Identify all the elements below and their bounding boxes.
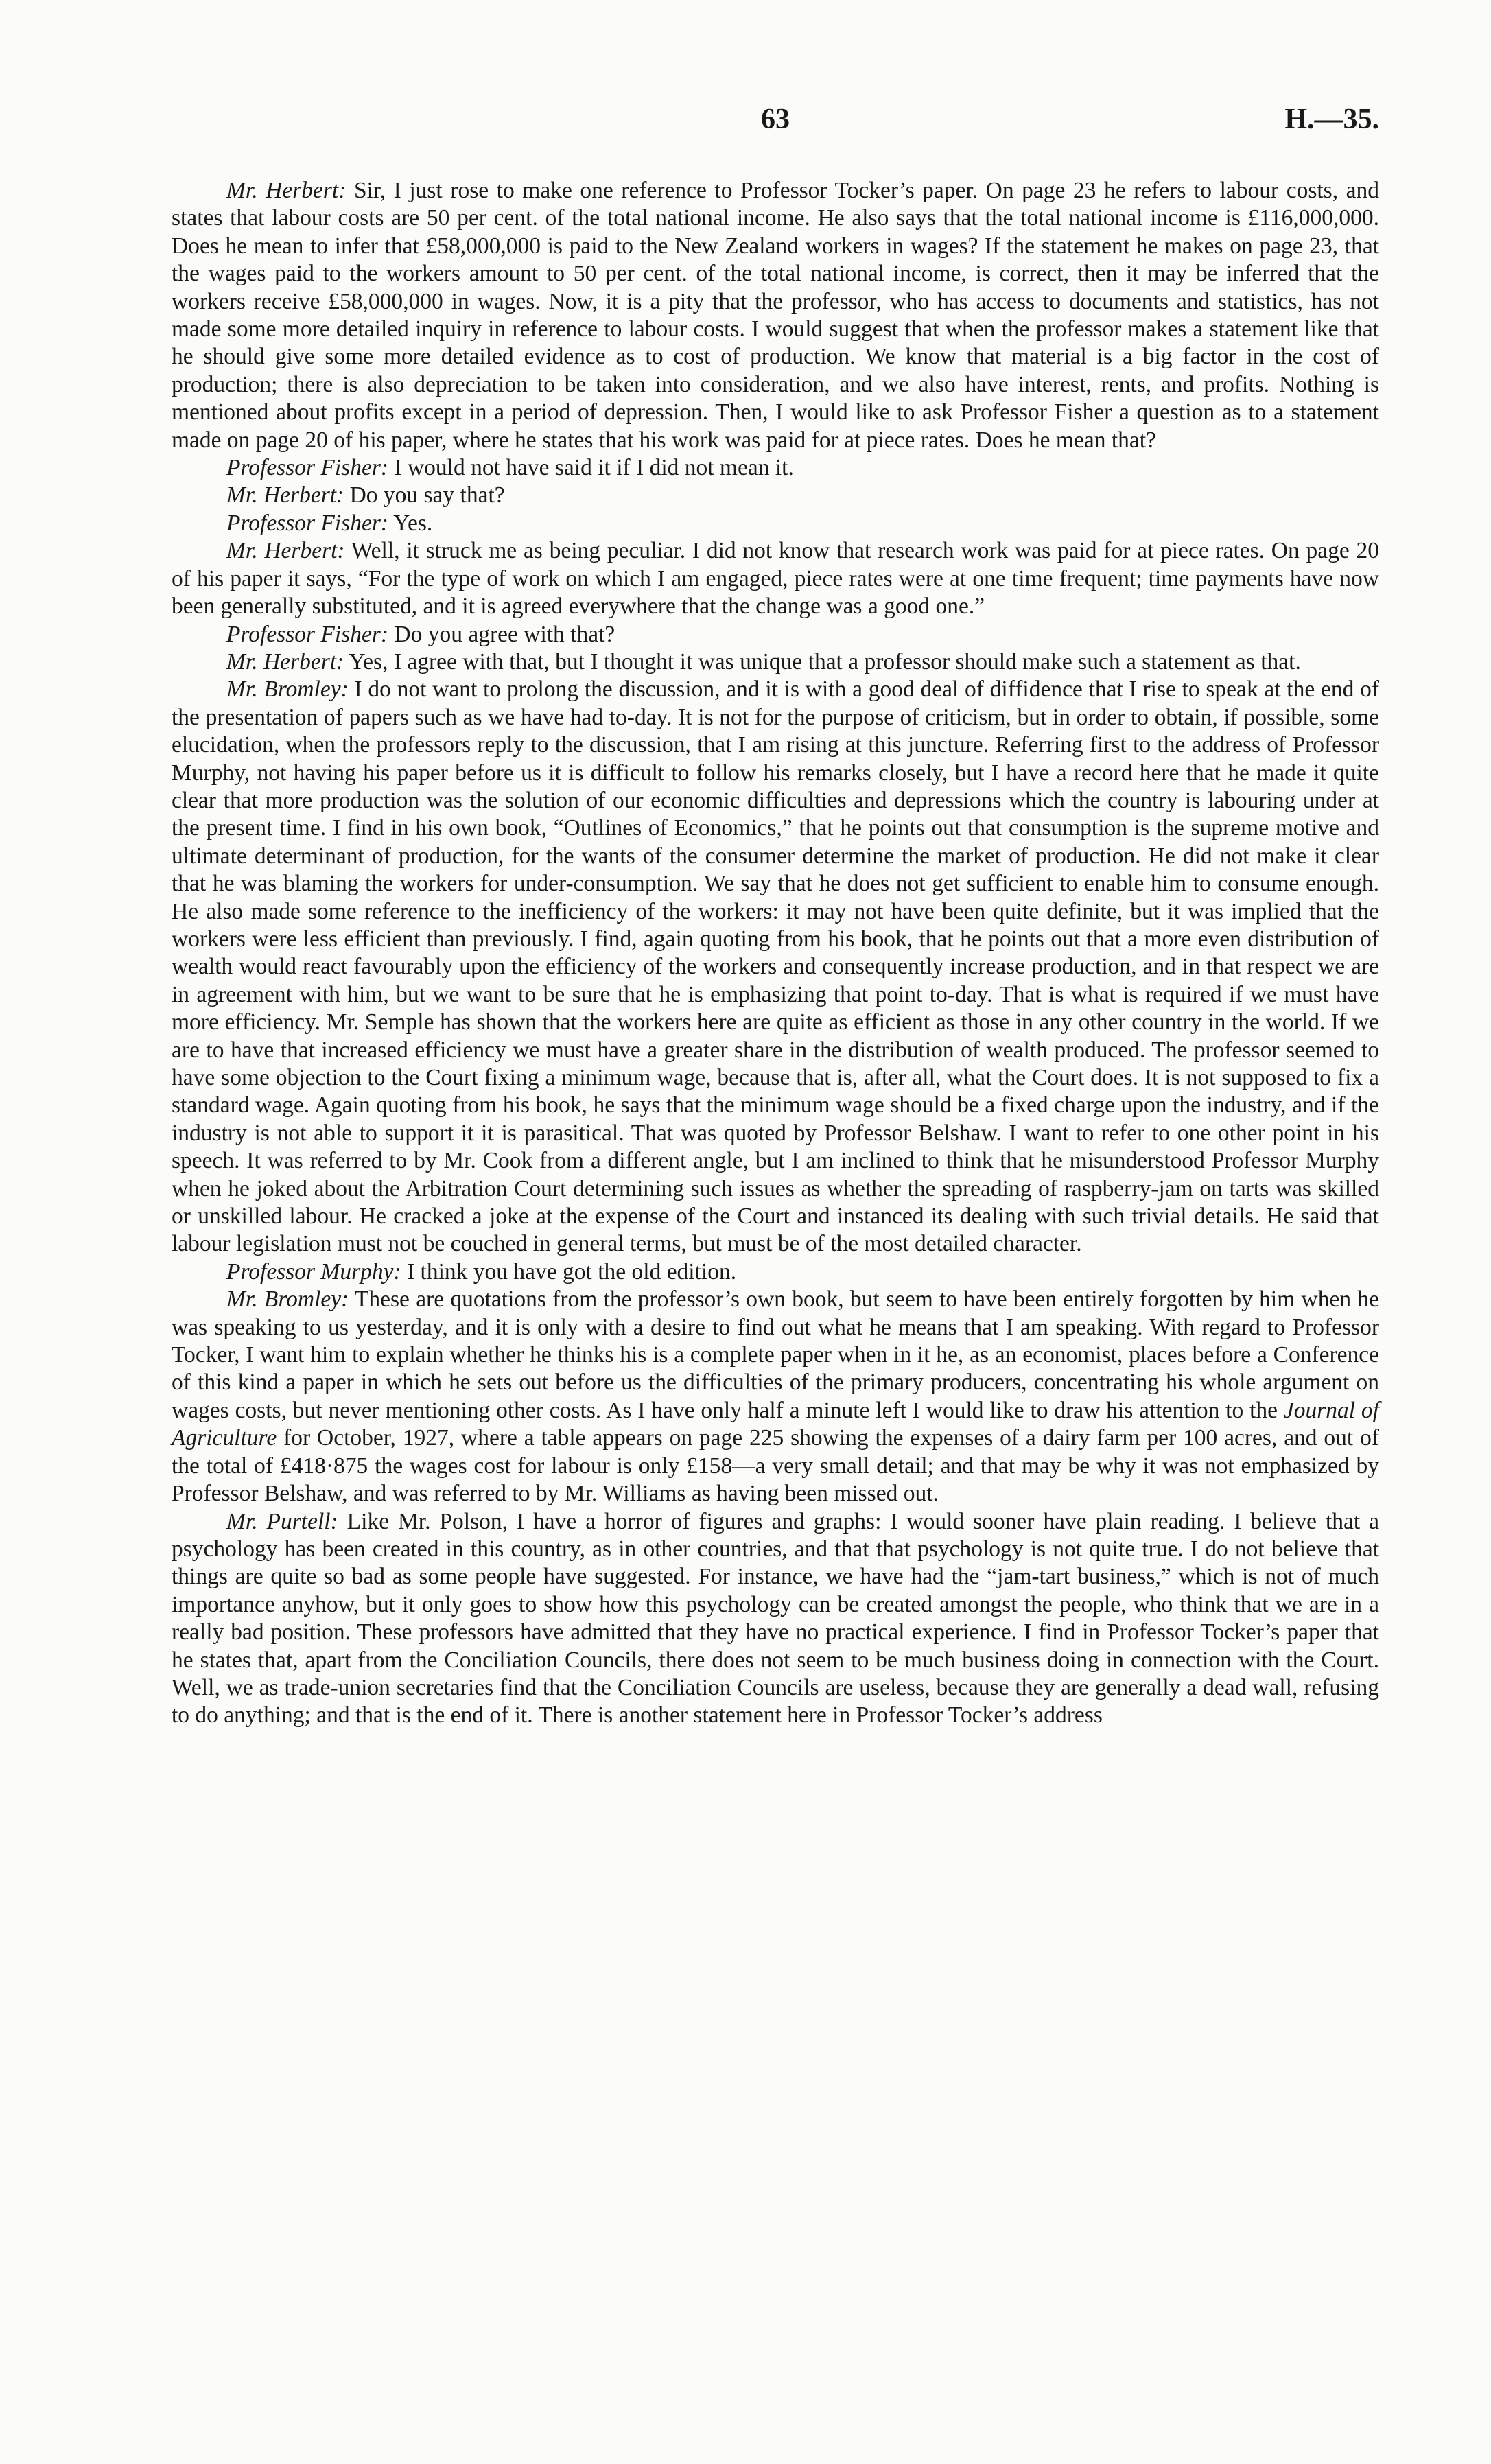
speaker-name: Mr. Purtell: bbox=[226, 1508, 338, 1534]
speaker-name: Mr. Bromley: bbox=[226, 1287, 349, 1313]
speech-text-continued: for October, 1927, where a table appears on page 225 showing the expenses of a dairy farm per 100 acres, and out of the total of £418·875 the wages cost for labour is only £158—a very small detail; and that may be why it was not emphasized by Professor Belshaw, and was referred to by Mr. Williams as having been missed out. bbox=[172, 1425, 1379, 1507]
transcript-body bbox=[172, 177, 1379, 1730]
page-number: 63 bbox=[761, 104, 790, 135]
paragraph-fisher-2 bbox=[172, 510, 1379, 537]
speech-text: Sir, I just rose to make one reference to Professor Tocker’s paper. On page 23 he refers to labour costs, and states that labour costs are 50 per cent. of the total national income. He also says that the total national income is £116,000,000. Does he mean to infer that £58,000,000 is paid to the New Zealand workers in wages? If the statement he makes on page 23, that the wages paid to the workers amount to 50 per cent. of the total national income, is correct, then it may be inferred that the workers receive £58,000,000 in wages. Now, it is a pity that the professor, who has access to documents and statistics, has not made some more detailed inquiry in reference to labour costs. I would suggest that when the professor makes a statement like that he should give some more detailed evidence as to cost of production. We know that material is a big factor in the cost of production; there is also depreciation to be taken into consideration, and we also have interest, rents, and profits. Nothing is mentioned about profits except in a period of depression. Then, I would like to ask Professor Fisher a question as to a statement made on page 20 of his paper, where he states that his work was paid for at piece rates. Does he mean that? bbox=[172, 178, 1379, 453]
speech-text: Well, it struck me as being peculiar. I did not know that research work was paid for at piece rates. On page 20 of his paper it says, “For the type of work on which I am engaged, piece rates were at one time frequent; time payments have now been generally substituted, and it is agreed everywhere that the change was a good one.” bbox=[172, 538, 1379, 620]
speaker-name: Professor Fisher: bbox=[226, 510, 389, 536]
speaker-name: Mr. Herbert: bbox=[226, 538, 345, 564]
paragraph-fisher-1 bbox=[172, 454, 1379, 482]
speaker-name: Professor Fisher: bbox=[226, 621, 389, 647]
speech-text: Do you say that? bbox=[344, 482, 505, 508]
paragraph-herbert-2 bbox=[172, 482, 1379, 509]
speech-text: Do you agree with that? bbox=[388, 621, 615, 647]
document-reference: H.—35. bbox=[1284, 104, 1379, 135]
speaker-name: Professor Murphy: bbox=[226, 1258, 401, 1284]
paragraph-murphy-1 bbox=[172, 1258, 1379, 1286]
paragraph-bromley-1 bbox=[172, 676, 1379, 1258]
speech-text: I would not have said it if I did not mean it. bbox=[388, 455, 794, 481]
speaker-name: Mr. Herbert: bbox=[226, 178, 347, 203]
paragraph-herbert-3 bbox=[172, 537, 1379, 620]
paragraph-herbert-4 bbox=[172, 648, 1379, 676]
speech-text: These are quotations from the professor’s own book, but seem to have been entirely forgotten by him when he was speaking to us yesterday, and it is only with a desire to find out what he means that I am speaking. With regard to Professor Tocker, I want him to explain whether he thinks his is a complete paper when in it he, as an economist, places before a Conference of this kind a paper in which he sets out before us the difficulties of the primary producers, concentrating his whole argument on wages costs, but never mentioning other costs. As I have only half a minute left I would like to draw his attention to the bbox=[172, 1287, 1380, 1423]
speaker-name: Mr. Herbert: bbox=[226, 648, 344, 674]
speaker-name: Mr. Herbert: bbox=[226, 482, 344, 508]
speaker-name: Mr. Bromley: bbox=[226, 677, 349, 703]
speech-text: I think you have got the old edition. bbox=[401, 1258, 737, 1284]
paragraph-fisher-3 bbox=[172, 621, 1379, 648]
speech-text: I do not want to prolong the discussion, and it is with a good deal of diffidence that I rise to speak at the end of the presentation of papers such as we have had to-day. It is not for the purpose of criticism, but in order to obtain, if possible, some elucidation, when the professors reply to the discussion, that I am rising at this juncture. Referring first to the address of Professor Murphy, not having his paper before us it is difficult to follow his remarks closely, but I have a record here that he made it quite clear that more production was the solution of our economic difficulties and depressions which the country is labouring under at the present time. I find in his own book, “Outlines of Economics,” that he points out that consumption is the supreme motive and ultimate determinant of production, for the wants of the consumer determine the market of production. He did not make it clear that he was blaming the workers for under-consumption. We say that he does not get sufficient to enable him to consume enough. He also made some reference to the inefficiency of the workers: it may not have been quite definite, but it was implied that the workers were less efficient than previously. I find, again quoting from his book, that he points out that a more even distribution of wealth would react favourably upon the efficiency of the workers and consequently increase production, and in that respect we are in agreement with him, but we want to be sure that he is emphasizing that point to-day. That is what is required if we must have more efficiency. Mr. Semple has shown that the workers here are quite as efficient as those in any other country in the world. If we are to have that increased efficiency we must have a greater share in the distribution of wealth produced. The professor seemed to have some objection to the Court fixing a minimum wage, because that is, after all, what the Court does. It is not supposed to fix a standard wage. Again quoting from his book, he says that the minimum wage should be a fixed charge upon the industry, and if the industry is not able to support it it is parasitical. That was quoted by Professor Belshaw. I want to refer to one other point in his speech. It was referred to by Mr. Cook from a different angle, but I am inclined to think that he misunderstood Professor Murphy when he joked about the Arbitration Court determining such issues as whether the spreading of raspberry-jam on tarts was skilled or unskilled labour. He cracked a joke at the expense of the Court and instanced its dealing with such trivial details. He said that labour legislation must not be couched in general terms, but must be of the most detailed character. bbox=[172, 677, 1379, 1257]
page-header bbox=[172, 103, 1379, 144]
paragraph-herbert-1 bbox=[172, 177, 1379, 454]
journal-title: Journal of Agriculture bbox=[172, 1397, 1379, 1451]
speaker-name: Professor Fisher: bbox=[226, 455, 389, 481]
paragraph-purtell-1 bbox=[172, 1508, 1379, 1730]
speech-text: Yes. bbox=[388, 510, 433, 536]
speech-text: Yes, I agree with that, but I thought it was unique that a professor should make such a statement as that. bbox=[344, 648, 1301, 674]
paragraph-bromley-2 bbox=[172, 1286, 1379, 1507]
speech-text: Like Mr. Polson, I have a horror of figures and graphs: I would sooner have plain reading. I believe that a psychology has been created in this country, as in other countries, and that that psychology is not quite true. I do not believe that things are quite so bad as some people have suggested. For instance, we have had the “jam-tart business,” which is not of much importance anyhow, but it only goes to show how this psychology can be created amongst the people, who think that we are in a really bad position. These professors have admitted that they have no practical experience. I find in Professor Tocker’s paper that he states that, apart from the Conciliation Councils, there does not seem to be much business doing in connection with the Court. Well, we as trade-union secretaries find that the Conciliation Councils are useless, because they are generally a dead wall, refusing to do anything; and that is the end of it. There is another statement here in Professor Tocker’s address bbox=[172, 1508, 1379, 1728]
